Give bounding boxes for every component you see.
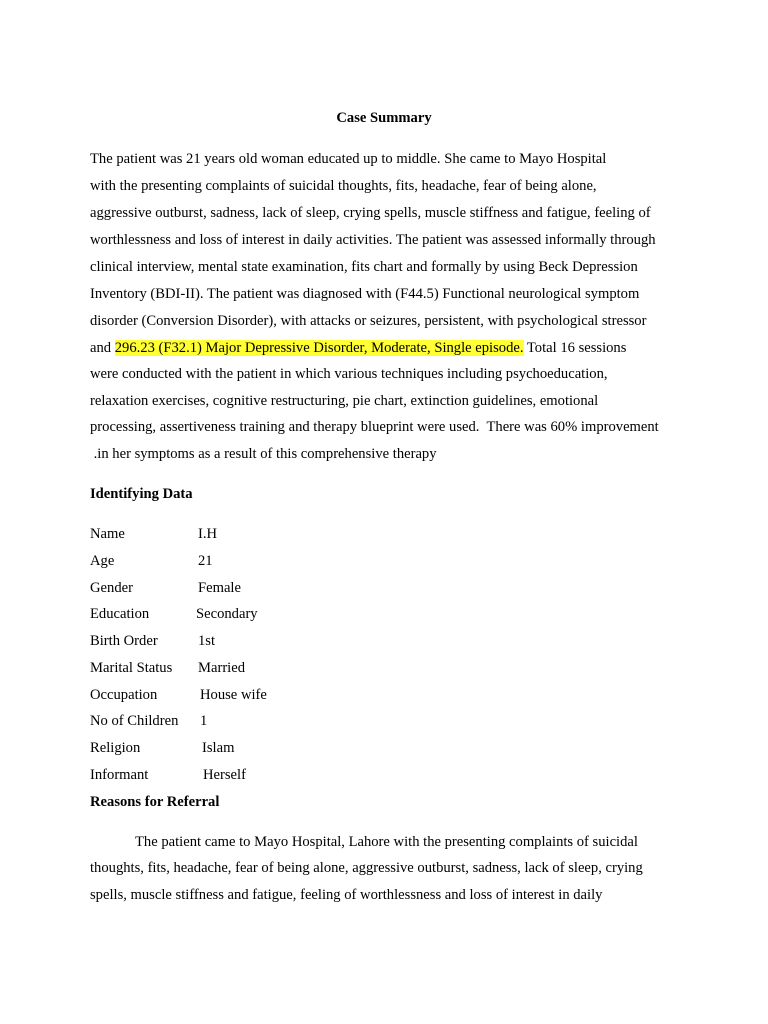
field-value: House wife <box>200 687 267 703</box>
field-label: No of Children <box>90 713 179 729</box>
summary-line-diagnosis <box>90 339 626 357</box>
field-label: Religion <box>90 740 141 756</box>
field-label: Birth Order <box>90 633 158 649</box>
field-label: Marital Status <box>90 660 173 676</box>
summary-line: processing, assertiveness training and therapy blueprint were used. There was 60% improvement <box>90 419 659 435</box>
identifying-row-children <box>90 712 490 730</box>
identifying-row-occupation <box>90 686 490 704</box>
referral-line: The patient came to Mayo Hospital, Lahore with the presenting complaints of suicidal <box>135 834 638 850</box>
page-title: Case Summary <box>336 110 432 126</box>
summary-line: were conducted with the patient in which various techniques including psychoeducation, <box>90 366 608 382</box>
summary-line: clinical interview, mental state examination, fits chart and formally by using Beck Depression <box>90 259 638 275</box>
identifying-row-birth-order <box>90 632 490 650</box>
summary-line: with the presenting complaints of suicidal thoughts, fits, headache, fear of being alone, <box>90 178 597 194</box>
field-value: Married <box>198 660 246 676</box>
identifying-row-gender <box>90 579 490 597</box>
field-value: Herself <box>203 767 246 783</box>
field-value: I.H <box>198 526 218 542</box>
summary-line: .in her symptoms as a result of this comprehensive therapy <box>90 446 437 462</box>
field-label: Informant <box>90 767 149 783</box>
field-label: Age <box>90 553 115 569</box>
field-value: Secondary <box>196 606 258 622</box>
summary-text: and <box>90 340 115 356</box>
summary-line: The patient was 21 years old woman educated up to middle. She came to Mayo Hospital <box>90 151 607 167</box>
summary-line: disorder (Conversion Disorder), with attacks or seizures, persistent, with psychological stressor <box>90 313 647 329</box>
identifying-row-name <box>90 525 490 543</box>
field-value: 21 <box>198 553 213 569</box>
field-value: 1 <box>200 713 208 729</box>
summary-text: Total 16 sessions <box>523 340 627 356</box>
field-value: Islam <box>202 740 235 756</box>
field-value: Female <box>198 580 241 596</box>
reasons-for-referral-heading: Reasons for Referral <box>90 794 220 810</box>
identifying-row-marital-status <box>90 659 490 677</box>
identifying-row-religion <box>90 739 490 757</box>
identifying-row-informant <box>90 766 490 784</box>
field-label: Name <box>90 526 125 542</box>
field-value: 1st <box>198 633 216 649</box>
field-label: Occupation <box>90 687 158 703</box>
referral-line: thoughts, fits, headache, fear of being alone, aggressive outburst, sadness, lack of sleep, crying <box>90 860 643 876</box>
identifying-row-education <box>90 605 490 623</box>
summary-line: Inventory (BDI-II). The patient was diagnosed with (F44.5) Functional neurological symptom <box>90 286 640 302</box>
summary-line: relaxation exercises, cognitive restructuring, pie chart, extinction guidelines, emotional <box>90 393 599 409</box>
referral-line: spells, muscle stiffness and fatigue, feeling of worthlessness and loss of interest in daily <box>90 887 603 903</box>
identifying-data-heading: Identifying Data <box>90 486 193 502</box>
highlighted-diagnosis: 296.23 (F32.1) Major Depressive Disorder, Moderate, Single episode. <box>114 340 524 356</box>
identifying-row-age <box>90 552 490 570</box>
field-label: Education <box>90 606 150 622</box>
summary-line: worthlessness and loss of interest in daily activities. The patient was assessed informally through <box>90 232 656 248</box>
summary-line: aggressive outburst, sadness, lack of sleep, crying spells, muscle stiffness and fatigue, feeling of <box>90 205 651 221</box>
field-label: Gender <box>90 580 133 596</box>
